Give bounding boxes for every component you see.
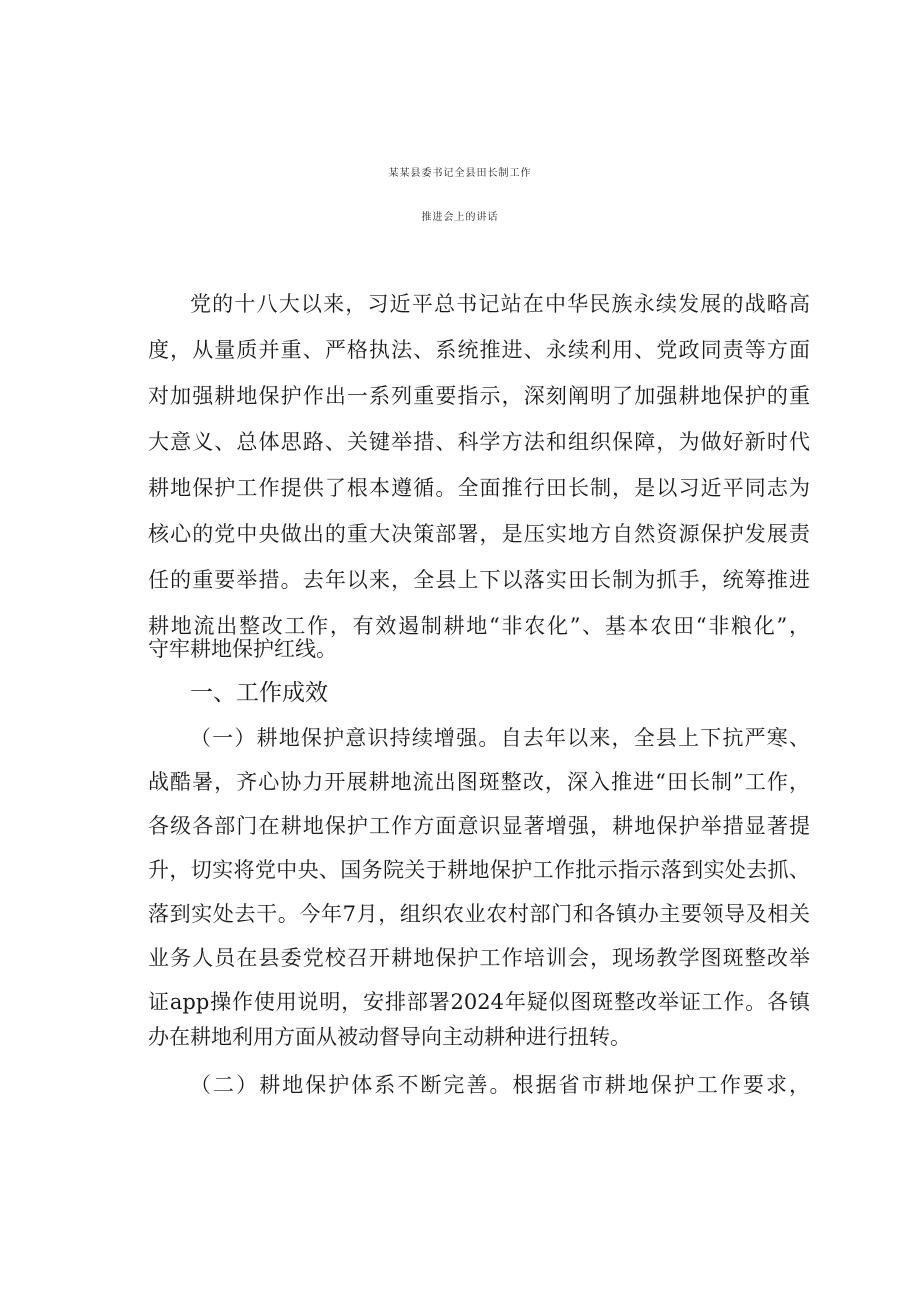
intro-line: 大意义、总体思路、关键举措、科学方法和组织保障，为做好新时代 — [148, 430, 810, 454]
section1-para1-line: （一）耕地保护意识持续增强。自去年以来，全县上下抗严寒、 — [190, 726, 810, 750]
intro-line: 任的重要举措。去年以来，全县上下以落实田长制为抓手，统筹推进 — [148, 568, 810, 592]
section1-para1-line: 战酷暑，齐心协力开展耕地流出图斑整改，深入推进“田长制”工作， — [148, 770, 810, 794]
intro-line: 耕地流出整改工作，有效遏制耕地“非农化”、基本农田“非粮化”， — [148, 614, 810, 638]
section1-para1-line: 落到实处去干。今年7月，组织农业农村部门和各镇办主要领导及相关 — [148, 902, 810, 926]
section1-para1-line: 升，切实将党中央、国务院关于耕地保护工作批示指示落到实处去抓、 — [148, 858, 810, 882]
intro-line: 核心的党中央做出的重大决策部署，是压实地方自然资源保护发展责 — [148, 522, 810, 546]
intro-line: 党的十八大以来，习近平总书记站在中华民族永续发展的战略高 — [190, 292, 810, 316]
section1-para1-line: 证app操作使用说明，安排部署2024年疑似图斑整改举证工作。各镇 — [148, 990, 810, 1014]
intro-line: 对加强耕地保护作出一系列重要指示，深刻阐明了加强耕地保护的重 — [148, 384, 810, 408]
document-title-line-1: 某某县委书记全县田长制工作 — [388, 168, 532, 179]
intro-line: 耕地保护工作提供了根本遵循。全面推行田长制，是以习近平同志为 — [148, 476, 810, 500]
section1-para1-line: 各级各部门在耕地保护工作方面意识显著增强，耕地保护举措显著提 — [148, 814, 810, 838]
section1-para2-line: （二）耕地保护体系不断完善。根据省市耕地保护工作要求， — [190, 1073, 810, 1097]
intro-line: 度，从量质并重、严格执法、系统推进、永续利用、党政同责等方面 — [148, 338, 810, 362]
section1-para1-line: 业务人员在县委党校召开耕地保护工作培训会，现场教学图斑整改举 — [148, 946, 810, 970]
document-title-line-2: 推进会上的讲话 — [421, 212, 499, 223]
section1-para1-line: 办在耕地利用方面从被动督导向主动耕种进行扭转。 — [148, 1025, 631, 1049]
intro-line: 守牢耕地保护红线。 — [148, 637, 337, 661]
section-heading: 一、工作成效 — [190, 680, 328, 706]
